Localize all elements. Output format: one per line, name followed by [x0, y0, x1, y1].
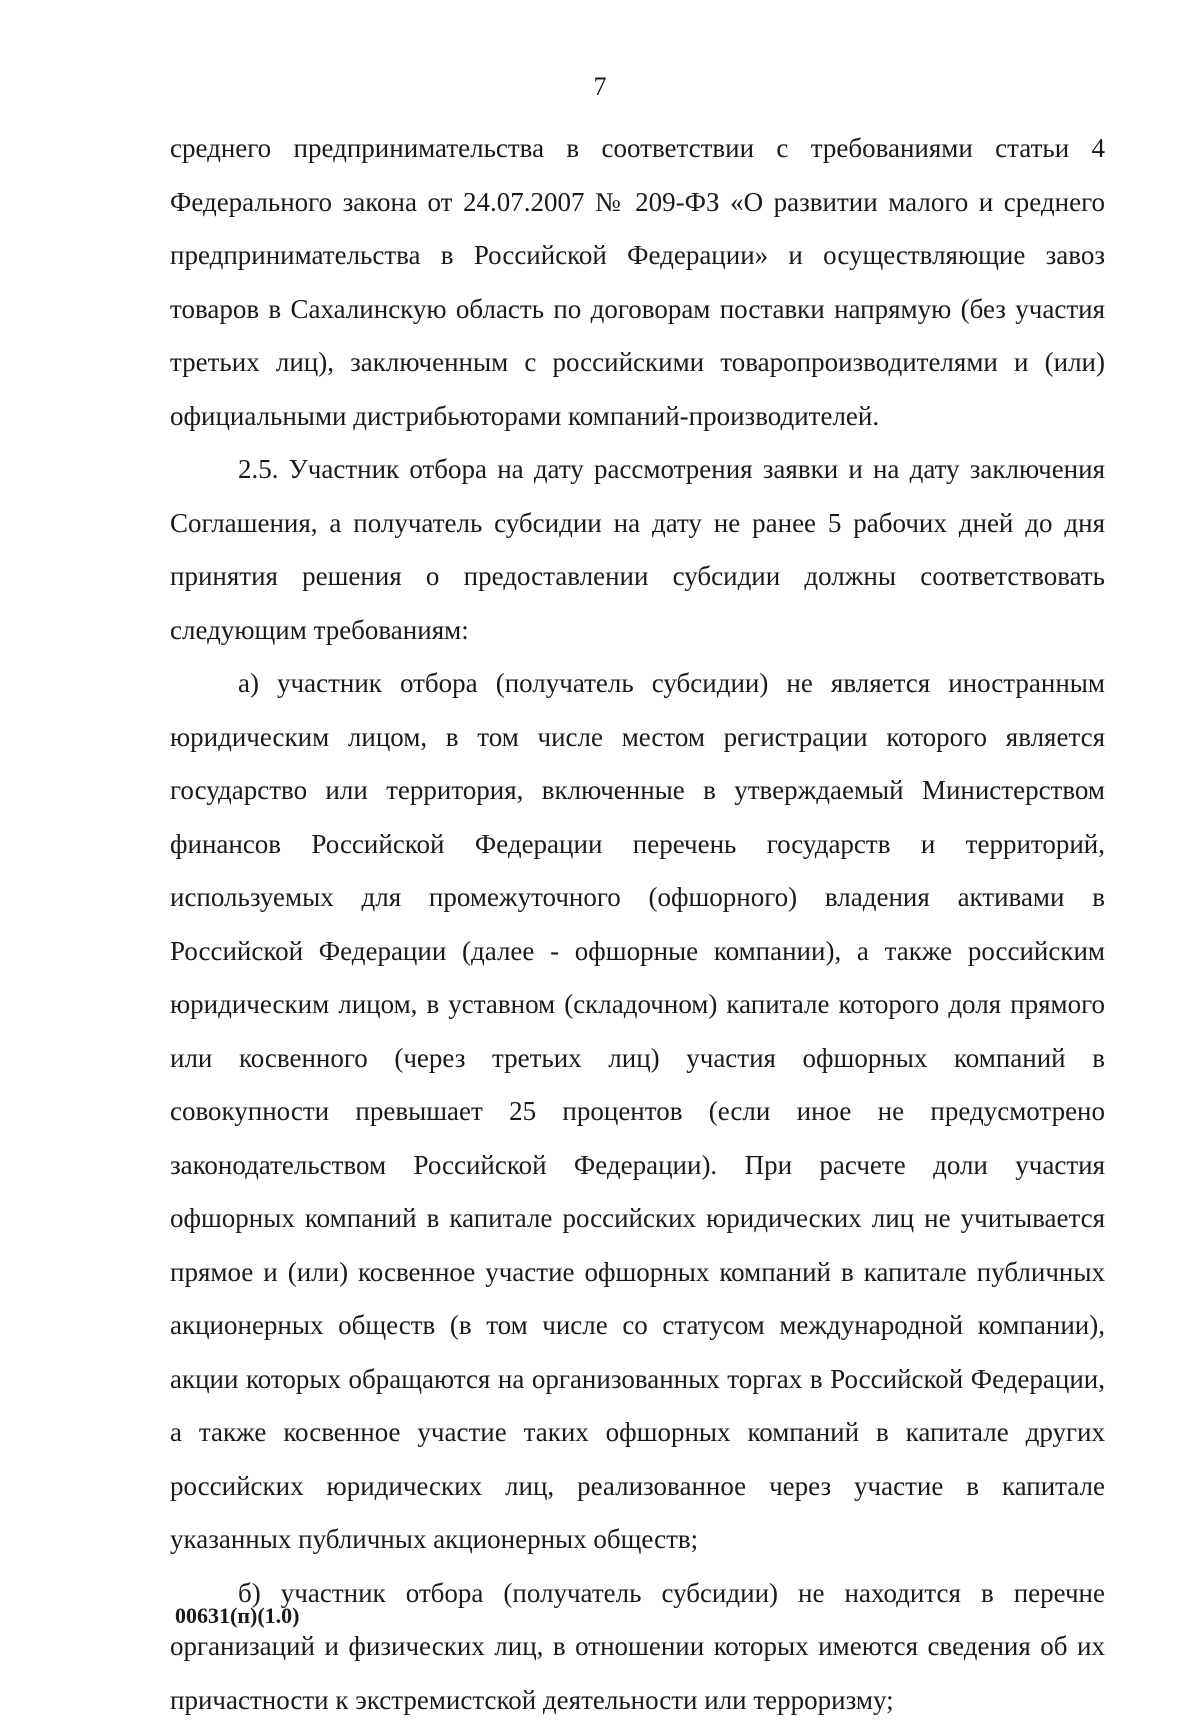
- page-number: 7: [0, 72, 1200, 102]
- paragraph-item-b: б) участник отбора (получатель субсидии) не находится в перечне организаций и физических лиц, в отношении которых имеются сведения об их причастности к экстремистской деятельности или терроризму;: [170, 1567, 1105, 1727]
- document-code: 00631(п)(1.0): [175, 1603, 299, 1629]
- paragraph-2-5: 2.5. Участник отбора на дату рассмотрения заявки и на дату заключения Соглашения, а получатель субсидии на дату не ранее 5 рабочих дней до дня принятия решения о предоставлении субсидии должны соответствовать следующим требованиям:: [170, 443, 1105, 657]
- paragraph-continuation: среднего предпринимательства в соответствии с требованиями статьи 4 Федерального закона от 24.07.2007 № 209-ФЗ «О развитии малого и среднего предпринимательства в Российской Федерации» и осуществляющие завоз товаров в Сахалинскую область по договорам поставки напрямую (без участия третьих лиц), заключенным с российскими товаропроизводителями и (или) официальными дистрибьюторами компаний-производителей.: [170, 122, 1105, 443]
- document-body: [170, 122, 1105, 1727]
- paragraph-item-a: а) участник отбора (получатель субсидии) не является иностранным юридическим лицом, в том числе местом регистрации которого является государство или территория, включенные в утверждаемый Министерством финансов Российской Федерации перечень государств и территорий, используемых для промежуточного (офшорного) владения активами в Российской Федерации (далее - офшорные компании), а также российским юридическим лицом, в уставном (складочном) капитале которого доля прямого или косвенного (через третьих лиц) участия офшорных компаний в совокупности превышает 25 процентов (если иное не предусмотрено законодательством Российской Федерации). При расчете доли участия офшорных компаний в капитале российских юридических лиц не учитывается прямое и (или) косвенное участие офшорных компаний в капитале публичных акционерных обществ (в том числе со статусом международной компании), акции которых обращаются на организованных торгах в Российской Федерации, а также косвенное участие таких офшорных компаний в капитале других российских юридических лиц, реализованное через участие в капитале указанных публичных акционерных обществ;: [170, 657, 1105, 1567]
